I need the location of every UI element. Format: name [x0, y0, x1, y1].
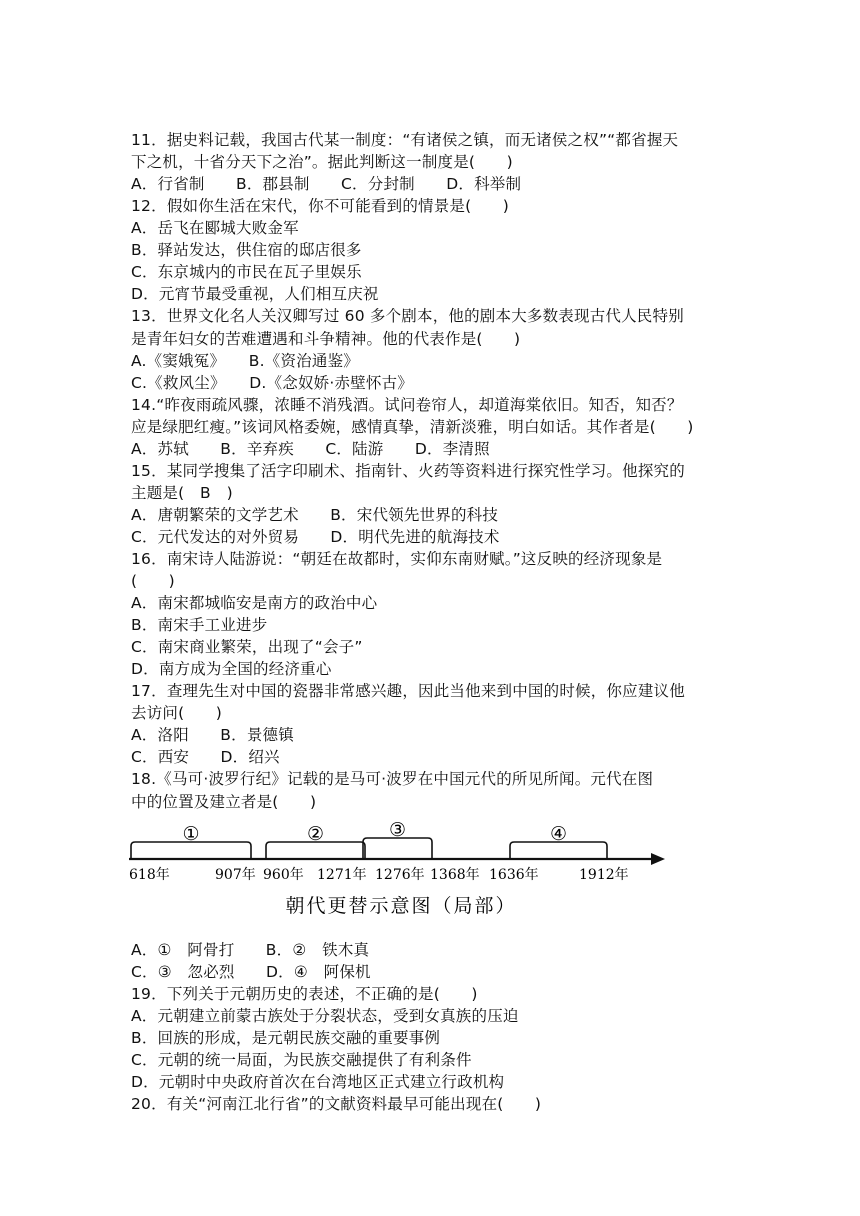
question-option: B．南宋手工业进步: [131, 616, 268, 635]
question-stem: 16．南宋诗人陆游说：“朝廷在故都时，实仰东南财赋。”这反映的经济现象是: [131, 550, 663, 568]
question-option: D．元宵节最受重视，人们相互庆祝: [131, 285, 379, 304]
tick-label: 1368年: [430, 866, 480, 883]
question-stem: 18.《马可·波罗行纪》记载的是马可·波罗在中国元代的所见所闻。元代在图: [131, 770, 654, 789]
question-option: A．行省制 B．郡县制 C．分封制 D．科举制: [131, 175, 522, 194]
question-option: C．③ 忽必烈 D．④ 阿保机: [131, 962, 371, 981]
question-option: A．洛阳 B．景德镇: [131, 726, 294, 745]
question-option: D．南方成为全国的经济重心: [131, 660, 332, 679]
question-stem: 19．下列关于元朝历史的表述，不正确的是( ): [131, 984, 478, 1003]
period-label: ①: [182, 822, 200, 845]
question-stem: 13．世界文化名人关汉卿写过 60 多个剧本，他的剧本大多数表现古代人民特别: [131, 307, 684, 326]
question-option: B．驿站发达，供住宿的邸店很多: [131, 241, 362, 260]
question-stem: 20．有关“河南江北行省”的文献资料最早可能出现在( ): [131, 1094, 542, 1113]
period-label: ②: [306, 822, 325, 845]
tick-label: 960年: [263, 866, 304, 883]
timeline-arrow-icon: [651, 853, 665, 865]
question-stem: ( ): [131, 572, 175, 590]
question-stem: 应是绿肥红瘦。”该词风格委婉，感情真挚，清新淡雅，明白如话。其作者是( ): [131, 417, 694, 436]
question-option: C．东京城内的市民在瓦子里娱乐: [131, 263, 362, 282]
dynasty-timeline: [125, 813, 670, 935]
question-stem: 12．假如你生活在宋代，你不可能看到的情景是( ): [131, 197, 510, 216]
question-option: C．元代发达的对外贸易 D．明代先进的航海技术: [131, 527, 500, 546]
tick-label: 1636年: [489, 866, 539, 883]
period-label: ④: [549, 822, 568, 845]
tick-label: 1271年: [317, 866, 367, 883]
question-option: A.《窦娥冤》 B.《资治通鉴》: [131, 351, 359, 370]
timeline-caption: 朝代更替示意图（局部）: [285, 894, 517, 917]
question-stem: 11．据史料记载，我国古代某一制度：“有诸侯之镇，而无诸侯之权”“都省握天: [131, 131, 679, 149]
question-option: A．唐朝繁荣的文学艺术 B．宋代领先世界的科技: [131, 505, 499, 524]
period-label: ③: [388, 818, 407, 841]
tick-label: 1912年: [579, 866, 629, 883]
question-stem: 是青年妇女的苦难遭遇和斗争精神。他的代表作是( ): [131, 329, 521, 348]
question-option: A．岳飞在郾城大败金军: [131, 219, 299, 238]
question-option: D．元朝时中央政府首次在台湾地区正式建立行政机构: [131, 1072, 505, 1091]
question-option: C．元朝的统一局面，为民族交融提供了有利条件: [131, 1050, 472, 1069]
question-stem: 17．查理先生对中国的瓷器非常感兴趣，因此当他来到中国的时候，你应建议他: [131, 682, 685, 701]
question-option: B．回族的形成，是元朝民族交融的重要事例: [131, 1028, 441, 1047]
question-option: A．① 阿骨打 B．② 铁木真: [131, 940, 370, 959]
question-stem: 14.“昨夜雨疏风骤，浓睡不消残酒。试问卷帘人，却道海棠依旧。知否，知否？: [131, 395, 683, 414]
question-stem: 中的位置及建立者是( ): [131, 792, 317, 811]
question-option: A．苏轼 B．辛弃疾 C．陆游 D．李清照: [131, 439, 490, 458]
question-stem: 下之机，十省分天下之治”。据此判断这一制度是( ): [131, 153, 513, 172]
question-stem: 去访问( ): [131, 704, 222, 723]
question-stem: 主题是( B ): [131, 483, 233, 502]
tick-label: 907年: [215, 866, 256, 883]
question-option: C．西安 D．绍兴: [131, 748, 280, 767]
question-option: A．元朝建立前蒙古族处于分裂状态，受到女真族的压迫: [131, 1006, 519, 1025]
tick-label: 618年: [129, 866, 170, 883]
question-stem: 15．某同学搜集了活字印刷术、指南针、火药等资料进行探究性学习。他探究的: [131, 461, 685, 480]
tick-label: 1276年: [375, 866, 425, 883]
question-option: C.《救风尘》 D.《念奴娇·赤壁怀古》: [131, 373, 413, 392]
question-option: A．南宋都城临安是南方的政治中心: [131, 594, 378, 613]
period-bracket: [363, 838, 432, 859]
question-option: C．南宋商业繁荣，出现了“会子”: [131, 638, 363, 657]
